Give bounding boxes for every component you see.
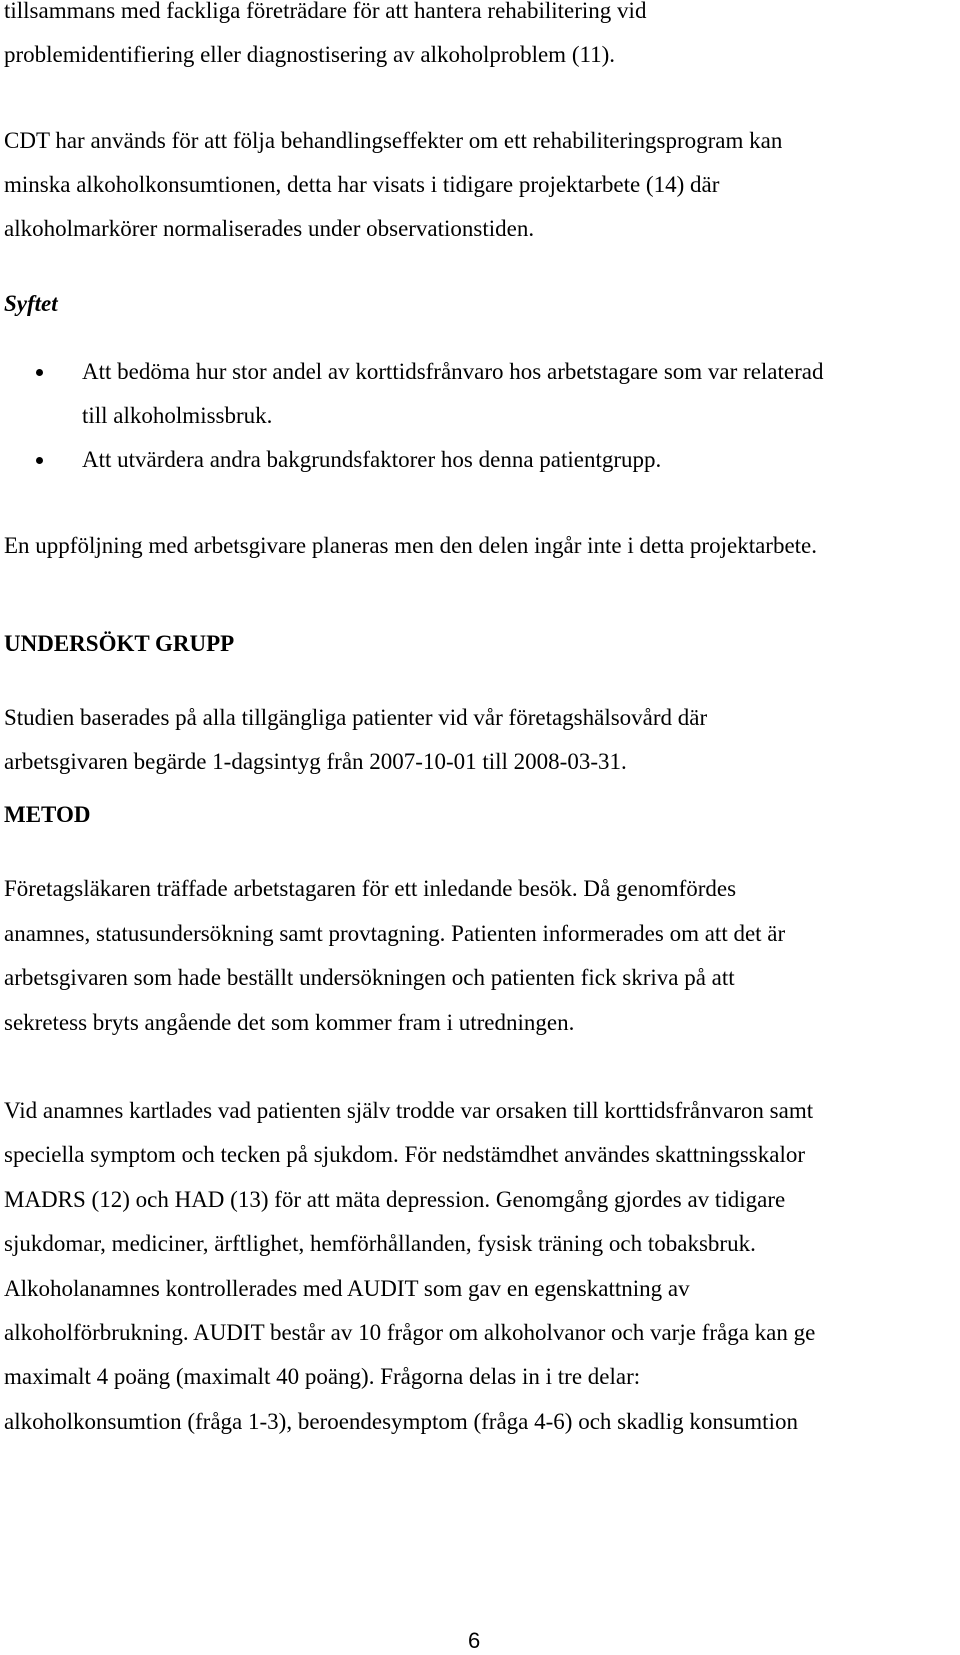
paragraph-line: tillsammans med fackliga företrädare för att hantera rehabilitering vid [4, 0, 647, 23]
paragraph-line: sjukdomar, mediciner, ärftlighet, hemförhållanden, fysisk träning och tobaksbruk. [4, 1231, 756, 1256]
paragraph-line: maximalt 4 poäng (maximalt 40 poäng). Frågorna delas in i tre delar: [4, 1364, 641, 1389]
list-item-line: till alkoholmissbruk. [82, 403, 273, 428]
page-number: 6 [468, 1628, 481, 1653]
followup-paragraph: En uppföljning med arbetsgivare planeras men den delen ingår inte i detta projektarbete. [4, 533, 818, 558]
undersokt-grupp-heading: UNDERSÖKT GRUPP [4, 631, 235, 656]
paragraph-line: anamnes, statusundersökning samt provtagning. Patienten informerades om att det är [4, 921, 786, 946]
paragraph-line: arbetsgivaren begärde 1-dagsintyg från 2007-10-01 till 2008-03-31. [4, 749, 627, 774]
paragraph-line: problemidentifiering eller diagnostisering av alkoholproblem (11). [4, 42, 616, 67]
paragraph-line: alkoholkonsumtion (fråga 1-3), beroendesymptom (fråga 4-6) och skadlig konsumtion [4, 1409, 798, 1434]
paragraph-line: sekretess bryts angående det som kommer fram i utredningen. [4, 1010, 575, 1035]
paragraph-line: speciella symptom och tecken på sjukdom. För nedstämdhet användes skattningsskalor [4, 1142, 806, 1167]
list-item-line: Att bedöma hur stor andel av korttidsfrånvaro hos arbetstagare som var relaterad [82, 359, 824, 384]
list-item-line: Att utvärdera andra bakgrundsfaktorer hos denna patientgrupp. [82, 447, 662, 472]
paragraph-line: arbetsgivaren som hade beställt undersökningen och patienten fick skriva på att [4, 965, 735, 990]
metod-heading: METOD [4, 802, 91, 827]
paragraph-line: Studien baserades på alla tillgängliga patienter vid vår företagshälsovård där [4, 705, 708, 730]
paragraph-line: Alkoholanamnes kontrollerades med AUDIT som gav en egenskattning av [4, 1276, 690, 1301]
paragraph-line: Företagsläkaren träffade arbetstagaren för ett inledande besök. Då genomfördes [4, 876, 737, 901]
paragraph-line: alkoholförbrukning. AUDIT består av 10 frågor om alkoholvanor och varje fråga kan ge [4, 1320, 816, 1345]
paragraph-line: alkoholmarkörer normaliserades under observationstiden. [4, 216, 535, 241]
paragraph-line: Vid anamnes kartlades vad patienten själv trodde var orsaken till korttidsfrånvaron samt [4, 1098, 814, 1123]
paragraph-line: MADRS (12) och HAD (13) för att mäta depression. Genomgång gjordes av tidigare [4, 1187, 786, 1212]
bullet-icon [36, 457, 43, 464]
bullet-icon [36, 369, 43, 376]
paragraph-line: CDT har används för att följa behandlingseffekter om ett rehabiliteringsprogram kan [4, 128, 783, 153]
paragraph-line: minska alkoholkonsumtionen, detta har visats i tidigare projektarbete (14) där [4, 172, 720, 197]
syftet-heading: Syftet [4, 291, 58, 316]
